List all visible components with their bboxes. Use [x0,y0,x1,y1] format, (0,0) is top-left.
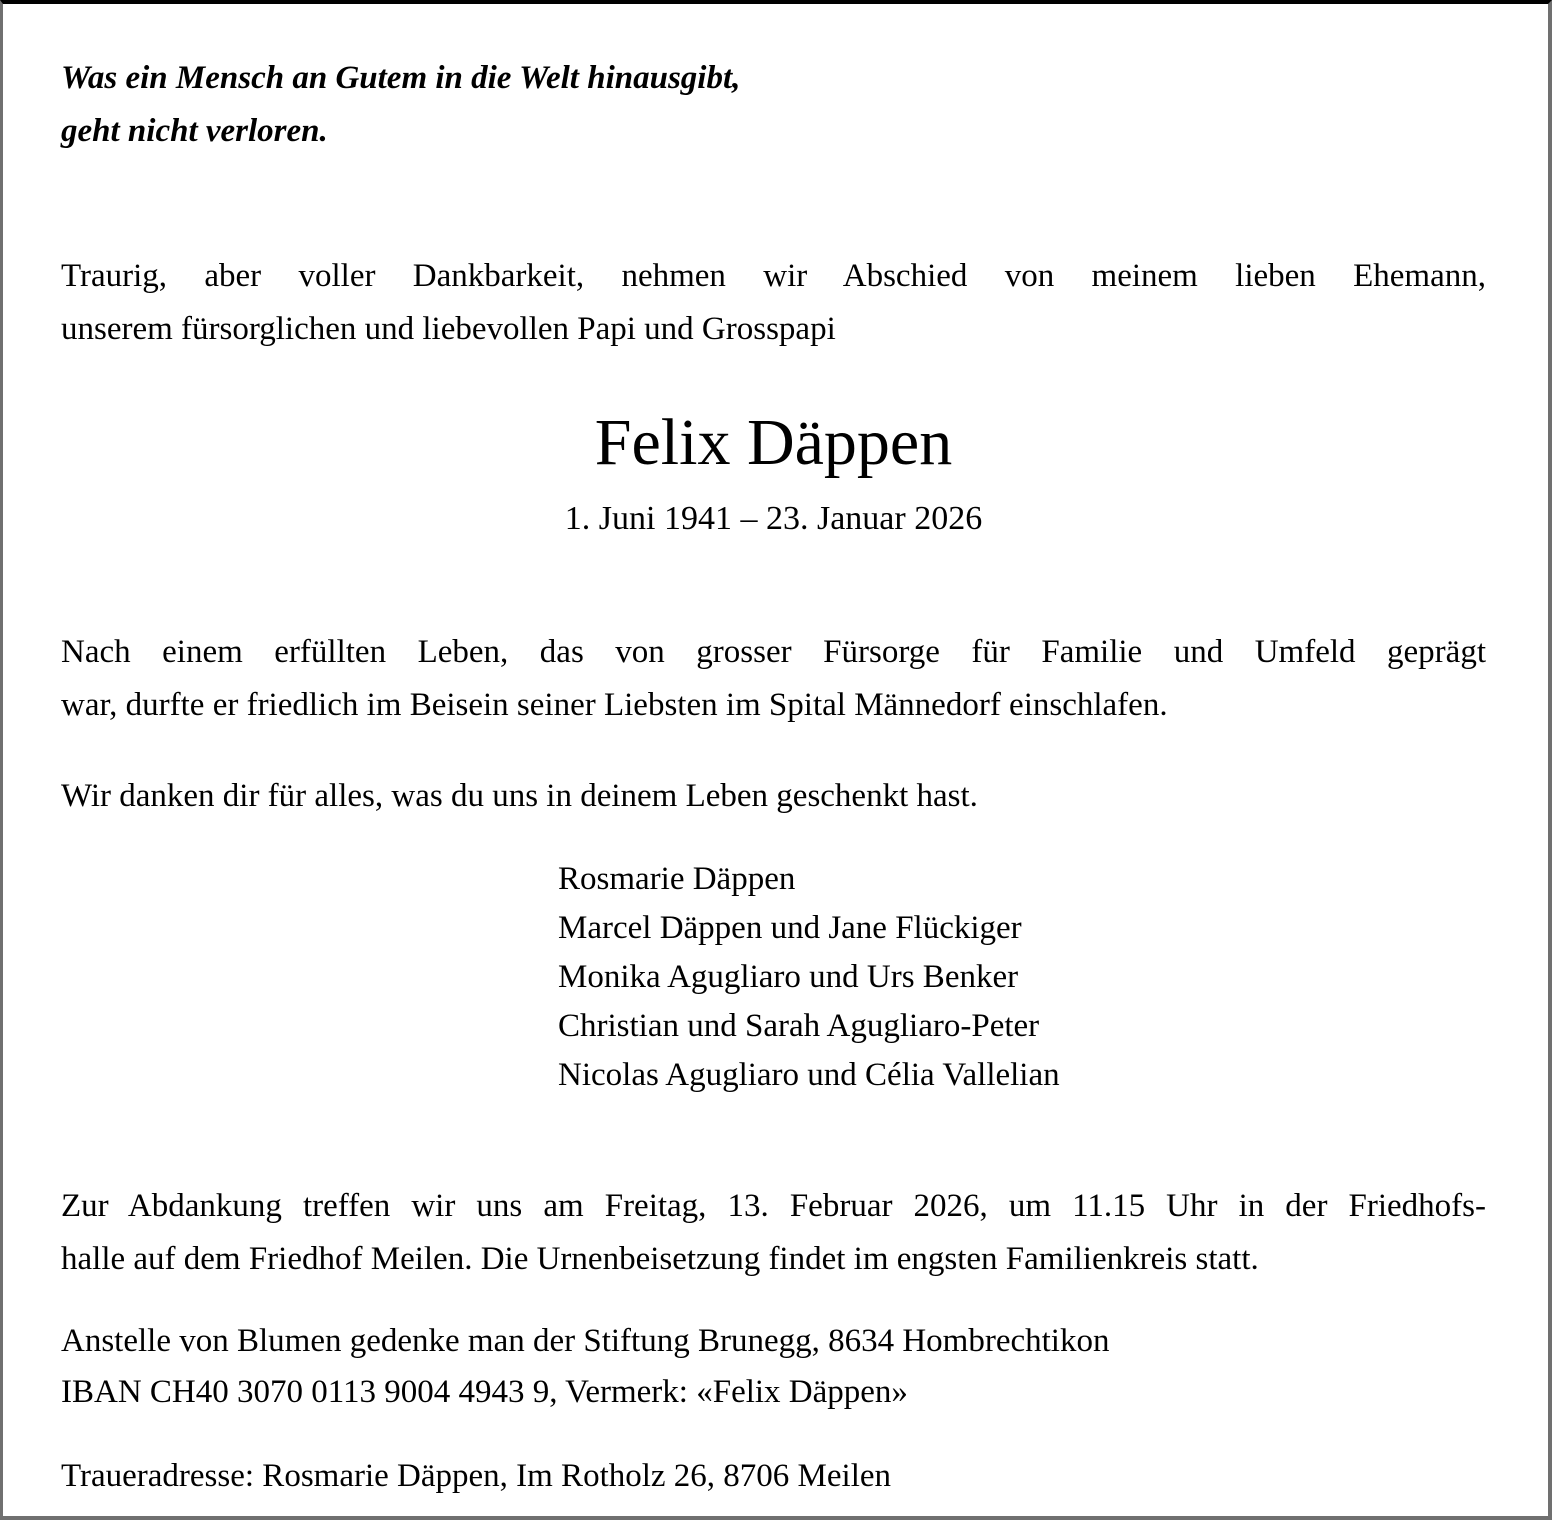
mourning-address: Traueradresse: Rosmarie Däppen, Im Rotholz 26, 8706 Meilen [61,1458,892,1494]
mourner-name: Marcel Däppen und Jane Flückiger [558,910,1022,946]
mourner-name: Monika Agugliaro und Urs Benker [558,959,1019,995]
mourner-name: Nicolas Agugliaro und Célia Vallelian [558,1057,1060,1093]
intro-line: Traurig, aber voller Dankbarkeit, nehmen wir Abschied von meinem lieben Ehemann, [61,258,1486,294]
mourner-name: Christian und Sarah Agugliaro-Peter [558,1008,1040,1044]
intro-paragraph [61,250,1486,356]
deceased-name: Felix Däppen [594,406,953,479]
epigraph-line: Was ein Mensch an Gutem in die Welt hinausgibt, [61,60,741,96]
life-dates: 1. Juni 1941 – 23. Januar 2026 [564,500,983,537]
intro-line: unserem fürsorglichen und liebevollen Papi und Grosspapi [61,311,836,347]
thanks-line: Wir danken dir für alles, was du uns in deinem Leben geschenkt hast. [61,778,978,814]
donation-line: Anstelle von Blumen gedenke man der Stiftung Brunegg, 8634 Hombrechtikon [61,1323,1110,1359]
life-line: Nach einem erfüllten Leben, das von grosser Fürsorge für Familie und Umfeld geprägt [61,634,1486,670]
epigraph [61,52,1486,158]
service-paragraph [61,1180,1486,1286]
mourner-name: Rosmarie Däppen [558,861,796,897]
life-paragraph [61,626,1486,732]
donation-iban-line: IBAN CH40 3070 0113 9004 4943 9, Vermerk: «Felix Däppen» [61,1374,908,1410]
life-line: war, durfte er friedlich im Beisein seiner Liebsten im Spital Männedorf einschlafen. [61,687,1168,723]
service-line: halle auf dem Friedhof Meilen. Die Urnenbeisetzung findet im engsten Familienkreis statt. [61,1241,1259,1277]
epigraph-line: geht nicht verloren. [61,113,328,149]
mourners-list [558,855,1486,1100]
donation-paragraph [61,1316,1486,1418]
deceased-block [61,406,1486,542]
service-line: Zur Abdankung treffen wir uns am Freitag, 13. Februar 2026, um 11.15 Uhr in der Friedhofs- [61,1188,1486,1224]
